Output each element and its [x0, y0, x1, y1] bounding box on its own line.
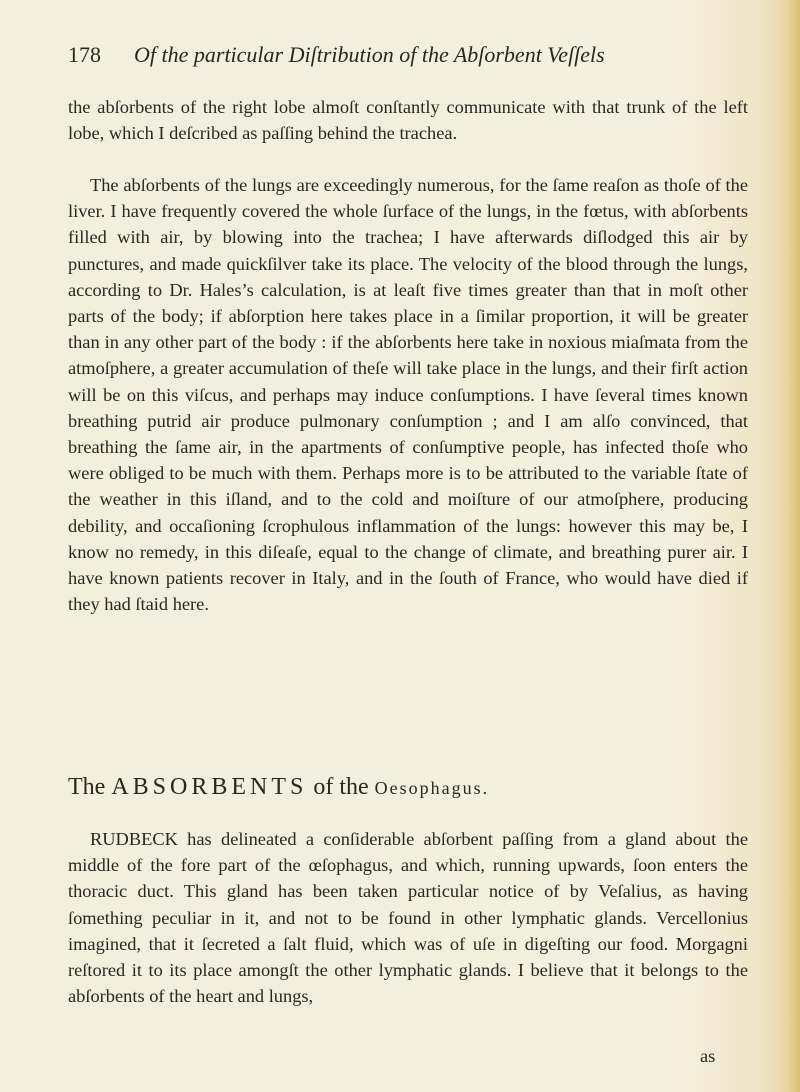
page-edge-shadow [778, 0, 800, 1092]
running-title: Of the particular Diſtribution of the Abſorbent Veſſels [134, 42, 605, 67]
paragraph-3: RUDBECK has delineated a conſiderable abſorbent paſſing from a gland about the middle of the fore part of the œſophagus, and which, running upwards, ſoon enters the thoracic duct. This gland has been taken particular notice of by Veſalius, as having ſomething peculiar in it, and not to be found in other lymphatic glands. Vercellonius imagined, that it ſecreted a ſalt fluid, which was of uſe in digeſting our food. Morgagni reſtored it to its place amongſt the other lymphatic glands. I believe that it belongs to the abſorbents of the heart and lungs, [68, 829, 748, 1007]
heading-lead: The [68, 774, 106, 800]
heading-of: of the [313, 774, 369, 800]
heading-main: ABSORBENTS [111, 774, 308, 800]
catchword: as [700, 1046, 716, 1066]
page-number: 178 [68, 42, 101, 67]
paragraph-1: the abſorbents of the right lobe almoſt conſtantly communicate with that trunk of the left lobe, which I deſcribed as paſſing behind the trachea. [68, 97, 748, 144]
section-heading [68, 770, 748, 805]
heading-subject: Oesophagus. [374, 778, 490, 798]
paragraph-2: The abſorbents of the lungs are exceedingly numerous, for the ſame reaſon as thoſe of the liver. I have frequently covered the whole ſurface of the lungs, in the fœtus, with abſorbents filled with air, by blowing into the trachea; I have afterwards diſlodged this air by punctures, and made quickſilver take its place. The velocity of the blood through the lungs, according to Dr. Hales’s calculation, is at leaſt five times greater than that in moſt other parts of the body; if abſorption here takes place in a ſimilar proportion, it will be greater than in any other part of the body : if the abſorbents here take in noxious miaſmata from the atmoſphere, a greater accumulation of theſe will take place in the lungs, and their firſt action will be on this viſcus, and perhaps may induce conſumptions. I have ſeveral times known breathing putrid air produce pulmonary conſumption ; and I am alſo convinced, that breathing the ſame air, in the apartments of conſumptive people, has infected thoſe who were obliged to be much with them. Perhaps more is to be attributed to the variable ſtate of the weather in this iſland, and to the cold and moiſture of our atmoſphere, producing debility, and occaſioning ſcrophulous inflammation of the lungs: however this may be, I know no remedy, in this diſeaſe, equal to the change of climate, and breathing purer air. I have known patients recover in Italy, and in the ſouth of France, who would have died if they had ſtaid here. [68, 175, 748, 615]
page-header [68, 38, 748, 72]
